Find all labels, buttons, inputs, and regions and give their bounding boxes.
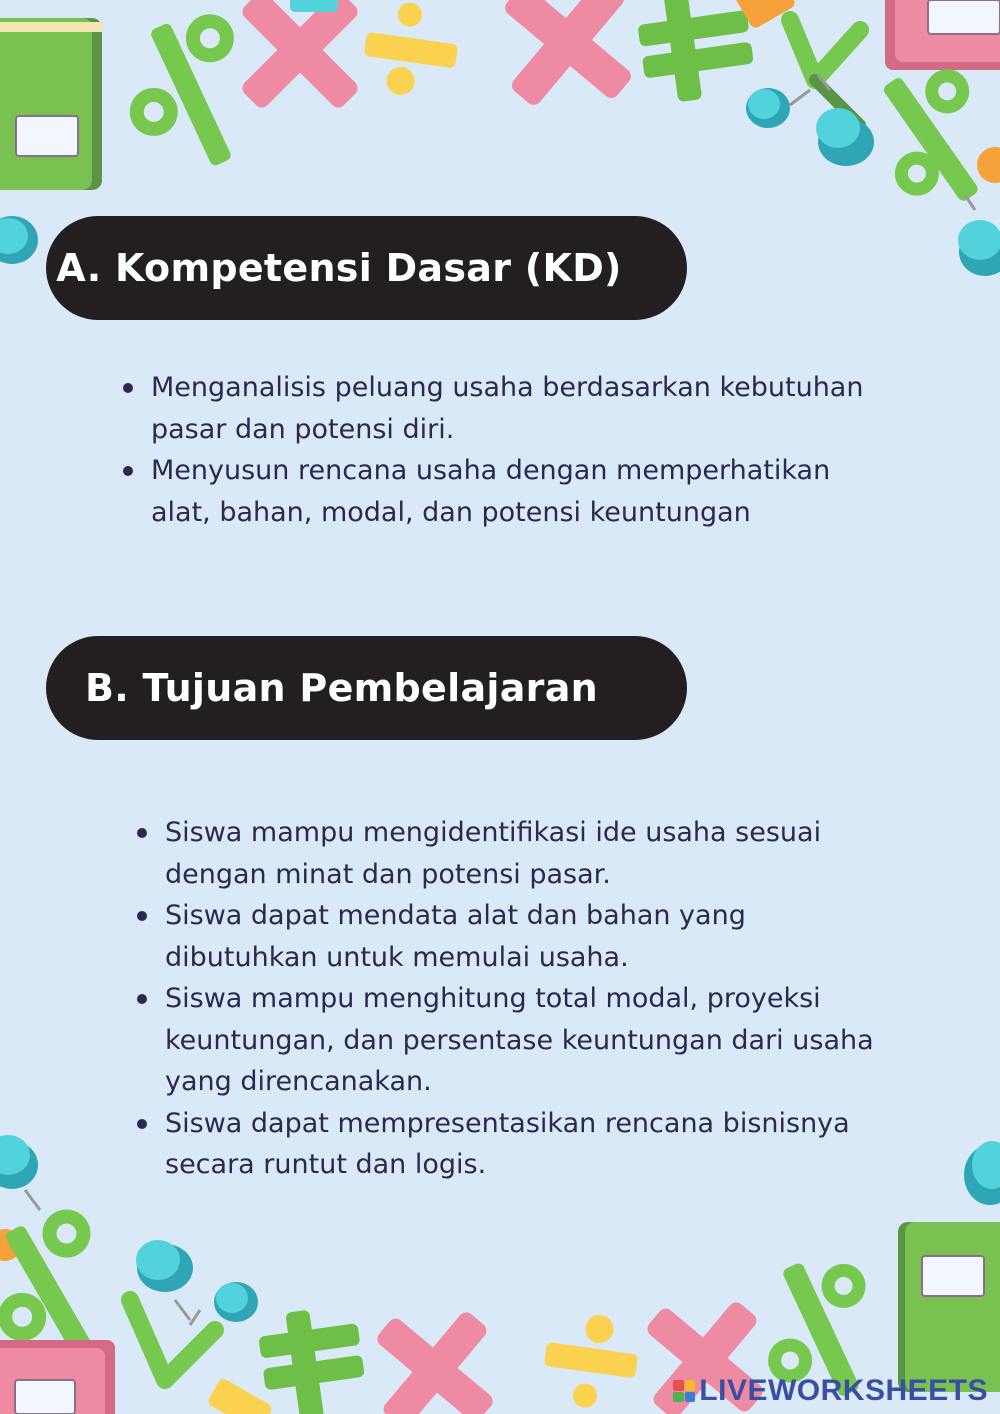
kompetensi-dasar-list: [151, 367, 891, 533]
section-heading-kompetensi-dasar: [46, 216, 687, 320]
push-pin-icon: [0, 216, 38, 264]
liveworksheets-watermark: [673, 1374, 988, 1408]
push-pin-icon: [0, 1135, 40, 1210]
section-heading-tujuan-pembelajaran: [46, 636, 687, 740]
list-item: [165, 895, 895, 978]
section-heading-text: B. Tujuan Pembelajaran: [85, 666, 598, 710]
list-item: [165, 812, 895, 895]
multiply-icon: [201, 0, 399, 149]
list-item-text: Siswa dapat mempresentasikan rencana bisnisnya secara runtut dan logis.: [165, 1107, 850, 1180]
book-icon: [0, 18, 102, 190]
push-pin-icon: [136, 1240, 193, 1320]
bullet-icon: [137, 828, 147, 838]
notebook-icon: [885, 0, 1000, 70]
bullet-icon: [137, 994, 147, 1004]
list-item: [165, 1103, 895, 1186]
list-item-text: Siswa mampu mengidentifikasi ide usaha sesuai dengan minat dan potensi pasar.: [165, 817, 822, 890]
list-item: [151, 450, 891, 533]
watermark-text: LIVEWORKSHEETS: [699, 1374, 988, 1407]
liveworksheets-logo-icon: [673, 1380, 695, 1402]
plus-icon: [634, 0, 758, 106]
bullet-icon: [123, 466, 133, 476]
push-pin-icon: [746, 88, 810, 128]
multiply-icon: [467, 0, 670, 143]
bullet-icon: [137, 1119, 147, 1129]
list-item: [165, 978, 895, 1103]
notebook-icon: [0, 1340, 115, 1414]
check-icon: [130, 1300, 215, 1380]
section-heading-text: A. Kompetensi Dasar (KD): [56, 246, 622, 290]
list-item-text: Siswa mampu menghitung total modal, proyeksi keuntungan, dan persentase keuntungan dari usaha yang direncanakan.: [165, 983, 874, 1097]
list-item-text: Menganalisis peluang usaha berdasarkan kebutuhan pasar dan potensi diri.: [151, 372, 864, 445]
list-item: [151, 367, 891, 450]
push-pin-icon: [964, 1141, 1000, 1205]
list-item-text: Menyusun rencana usaha dengan memperhatikan alat, bahan, modal, dan potensi keuntungan: [151, 455, 831, 528]
divide-icon: [539, 1308, 643, 1414]
bullet-icon: [123, 383, 133, 393]
push-pin-icon: [958, 195, 1000, 276]
push-pin-icon: [190, 1282, 258, 1325]
bullet-icon: [137, 911, 147, 921]
divide-icon: [359, 0, 463, 102]
plus-icon: [256, 1303, 370, 1414]
list-item-text: Siswa dapat mendata alat dan bahan yang dibutuhkan untuk memulai usaha.: [165, 900, 746, 973]
check-icon: [790, 20, 860, 125]
multiply-icon: [342, 1277, 528, 1414]
book-icon: [898, 1222, 1000, 1392]
tujuan-pembelajaran-list: [165, 812, 895, 1186]
